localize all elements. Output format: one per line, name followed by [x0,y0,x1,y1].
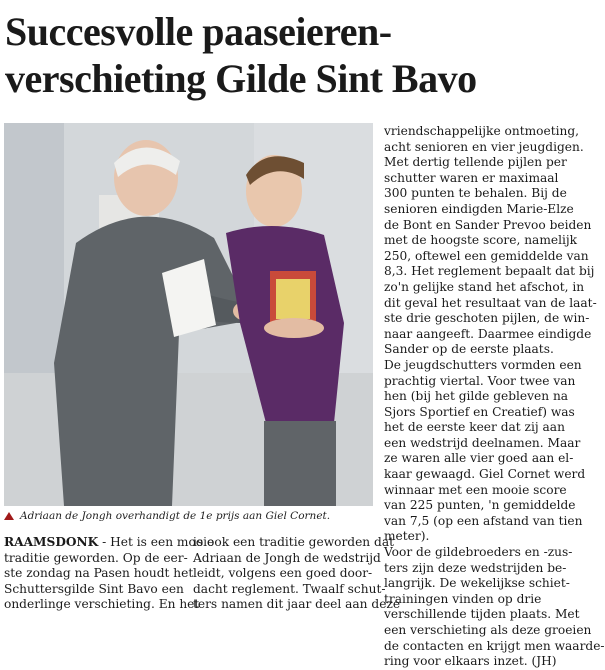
article-line: De jeugdschutters vormden een [384,357,582,372]
headline [5,8,565,102]
article-line: Schuttersgilde Sint Bavo een [4,581,184,596]
article-line: ze waren alle vier goed aan el- [384,451,574,466]
article-line: kaar gewaagd. Giel Cornet werd [384,467,586,482]
article-line: onderlinge verschieting. En het [4,597,200,612]
article-line: het de eerste keer dat zij aan [384,420,565,435]
article-photo [4,123,373,506]
article-line: een wedstrijd deelnamen. Maar [384,435,581,450]
article-line: traditie geworden. Op de eer- [4,550,188,565]
article-line: prachtig viertal. Voor twee van [384,373,576,388]
article-line: van 225 punten, 'n gemiddelde [384,498,576,513]
photo-illustration [4,123,373,506]
article-line: winnaar met een mooie score [384,482,567,497]
article-line: is ook een traditie geworden dat [193,535,394,549]
article-line: een verschieting als deze groeien [384,623,592,637]
article-line [4,535,215,551]
article-column-1 [4,535,215,613]
article-line: vriendschappelijke ontmoeting, [384,124,580,138]
headline-line-2: verschieting Gilde Sint Bavo [5,56,477,101]
article-line: 300 punten te behalen. Bij de [384,186,567,201]
article-column-3 [384,124,605,670]
article-line: naar aangeeft. Daarmee eindigde [384,326,592,341]
article-line: de Bont en Sander Prevoo beiden [384,217,592,232]
article-line: trainingen vinden op drie [384,591,542,606]
article-line: zo'n gelijke stand het afschot, in [384,279,585,294]
article-line: verschillende tijden plaats. Met [384,607,580,622]
article-line: Adriaan de Jongh de wedstrijd [193,550,381,565]
caption-text: Adriaan de Jongh overhandigt de 1e prijs aan Giel Cornet. [20,510,331,522]
article-line: Sander op de eerste plaats. [384,342,554,357]
article-line: senioren eindigden Marie-Elze [384,201,574,216]
photo-caption [4,510,376,523]
article-line: 250, oftewel een gemiddelde van [384,248,589,263]
article-line: van 7,5 (op een afstand van tien [384,513,583,528]
article-line: ste zondag na Pasen houdt het [4,566,194,581]
article-line: met de hoogste score, namelijk [384,233,578,248]
article-line: Sjors Sportief en Creatief) was [384,404,575,419]
article-line: leidt, volgens een goed door- [193,566,373,581]
article-line: ters namen dit jaar deel aan deze [193,597,401,612]
article-line: acht senioren en vier jeugdigen. [384,139,584,154]
article-column-2 [193,535,401,613]
article-line: dit geval het resultaat van de laat- [384,295,597,310]
article-line: schutter waren er maximaal [384,170,559,185]
article-line: meter). [384,529,430,544]
article-line-text: - Het is een mooie [98,535,215,549]
article-line: hen (bij het gilde gebleven na [384,389,569,404]
article-line: 8,3. Het reglement bepaalt dat bij [384,264,595,279]
article-line: ste drie geschoten pijlen, de win- [384,311,590,326]
article-line: langrijk. De wekelijkse schiet- [384,576,570,591]
headline-line-1: Succesvolle paaseieren- [5,9,392,54]
article-line: ring voor elkaars inzet. (JH) [384,654,557,669]
article-line: Voor de gildebroeders en -zus- [384,545,573,560]
article-line: Met dertig tellende pijlen per [384,155,567,170]
article-line: ters zijn deze wedstrijden be- [384,560,567,575]
article-line: de contacten en krijgt men waarde- [384,638,605,653]
article-line: dacht reglement. Twaalf schut- [193,581,386,596]
caption-triangle-icon [4,512,14,520]
dateline: RAAMSDONK [4,535,99,549]
